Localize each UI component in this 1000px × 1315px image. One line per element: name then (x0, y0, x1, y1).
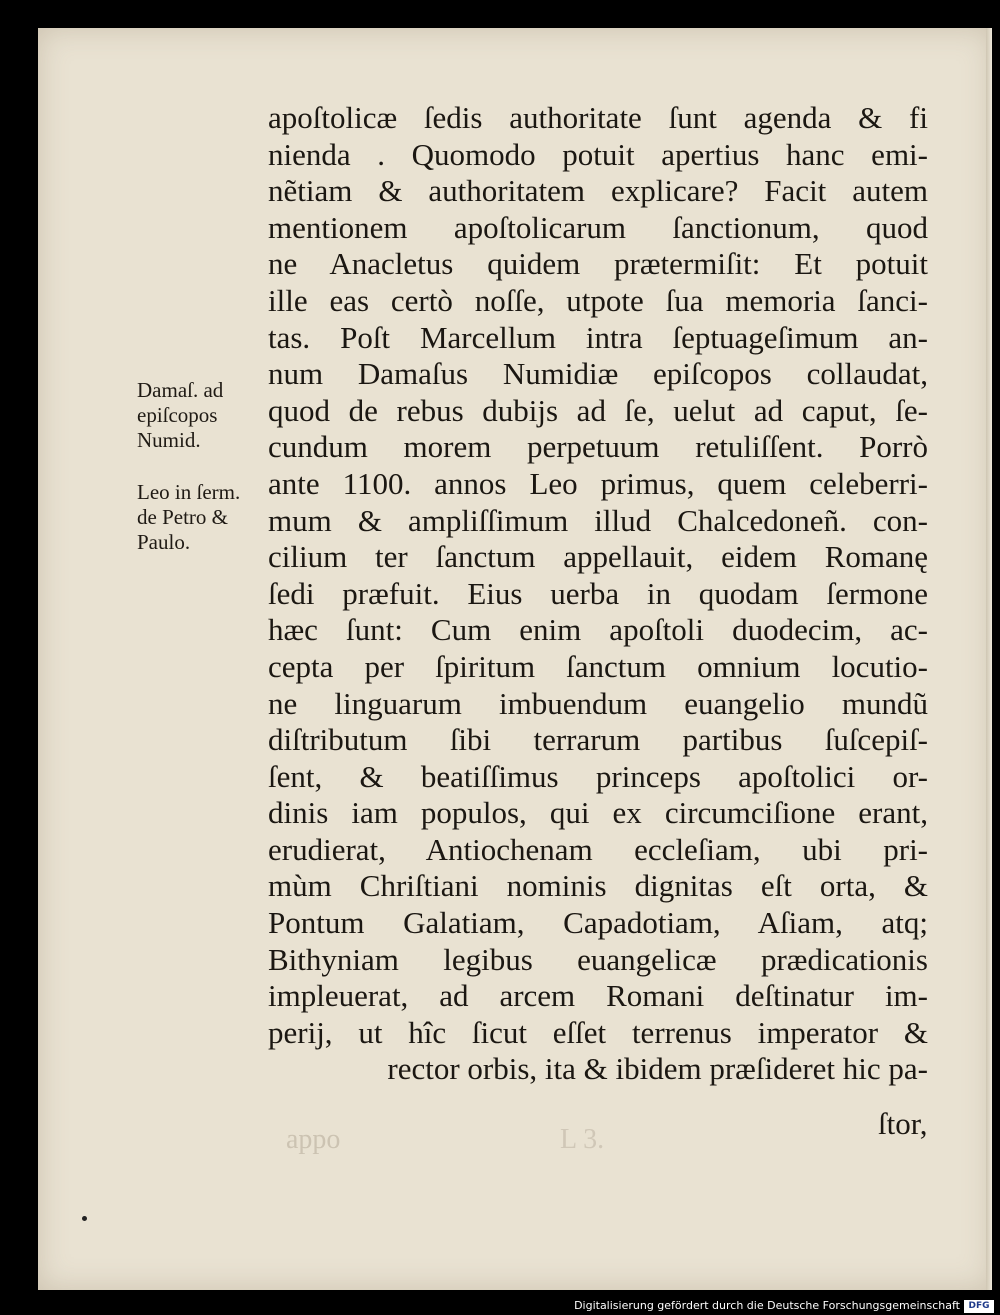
text-line: ne linguarum imbuendum euangelio mundũ (268, 685, 928, 721)
text-line: perij, ut hîc ſicut eſſet terrenus imperator & (268, 1014, 928, 1050)
catchword: ſtor, (878, 1106, 928, 1141)
text-line: Pontum Galatiam, Capadotiam, Aſiam, atq; (268, 905, 928, 941)
text-line: tas. Poſt Marcellum intra ſeptuageſimum an- (268, 319, 928, 355)
text-line: Bithyniam legibus euangelicæ prædicationis (268, 941, 928, 977)
main-text-block (268, 100, 928, 1088)
text-line: quod de rebus dubijs ad ſe, uelut ad caput, ſe- (268, 392, 928, 428)
text-line: ſent, & beatiſſimus princeps apoſtolici or- (268, 758, 928, 794)
text-line: cilium ter ſanctum appellauit, eidem Romanę (268, 539, 928, 575)
marginal-note-line: Numid. (137, 428, 201, 452)
text-line: mum & ampliſſimum illud Chalcedoneñ. con- (268, 502, 928, 538)
marginal-note-line: de Petro & (137, 505, 228, 529)
text-line: nẽtiam & authoritatem explicare? Facit autem (268, 173, 928, 209)
marginal-note-line: Paulo. (137, 530, 191, 554)
text-line: hæc ſunt: Cum enim apoſtoli duodecim, ac- (268, 612, 928, 648)
page-edge (986, 28, 992, 1290)
text-line: erudierat, Antiochenam eccleſiam, ubi pri- (268, 831, 928, 867)
text-line: dinis iam populos, qui ex circumciſione erant, (268, 795, 928, 831)
marginal-note-line: Leo in ſerm. (137, 480, 241, 504)
text-line: cepta per ſpiritum ſanctum omnium locutio- (268, 648, 928, 684)
text-line: diſtributum ſibi terrarum partibus ſuſcepiſ- (268, 722, 928, 758)
marginal-note-damasus (137, 378, 223, 453)
text-line: ante 1100. annos Leo primus, quem celeberri- (268, 465, 928, 501)
text-line: rector orbis, ita & ibidem præſideret hic pa- (387, 1051, 928, 1087)
marginal-note-leo (137, 480, 240, 555)
ink-dot (82, 1216, 87, 1221)
show-through-text-mid: L 3. (560, 1124, 605, 1155)
footer-credit: Digitalisierung gefördert durch die Deutsche Forschungsgemeinschaft (574, 1299, 960, 1312)
marginal-note-line: epiſcopos (137, 403, 218, 427)
text-line: nienda . Quomodo potuit apertius hanc emi- (268, 136, 928, 172)
text-line: mùm Chriſtiani nominis dignitas eſt orta, & (268, 868, 928, 904)
show-through-text-left: appo (286, 1124, 341, 1155)
text-line: mentionem apoſtolicarum ſanctionum, quod (268, 209, 928, 245)
text-line: ſedi præfuit. Eius uerba in quodam ſermone (268, 575, 928, 611)
text-line: apoſtolicæ ſedis authoritate ſunt agenda & fi (268, 100, 928, 135)
text-line: ille eas certò noſſe, utpote ſua memoria ſanci- (268, 282, 928, 318)
text-line: impleuerat, ad arcem Romani deſtinatur im- (268, 978, 928, 1014)
text-line: num Damaſus Numidiæ epiſcopos collaudat, (268, 356, 928, 392)
marginal-note-line: Damaſ. ad (137, 378, 224, 402)
text-line: cundum morem perpetuum retuliſſent. Porrò (268, 429, 928, 465)
text-line: ne Anacletus quidem prætermiſit: Et potuit (268, 246, 928, 282)
dfg-logo-icon: DFG (964, 1300, 994, 1313)
